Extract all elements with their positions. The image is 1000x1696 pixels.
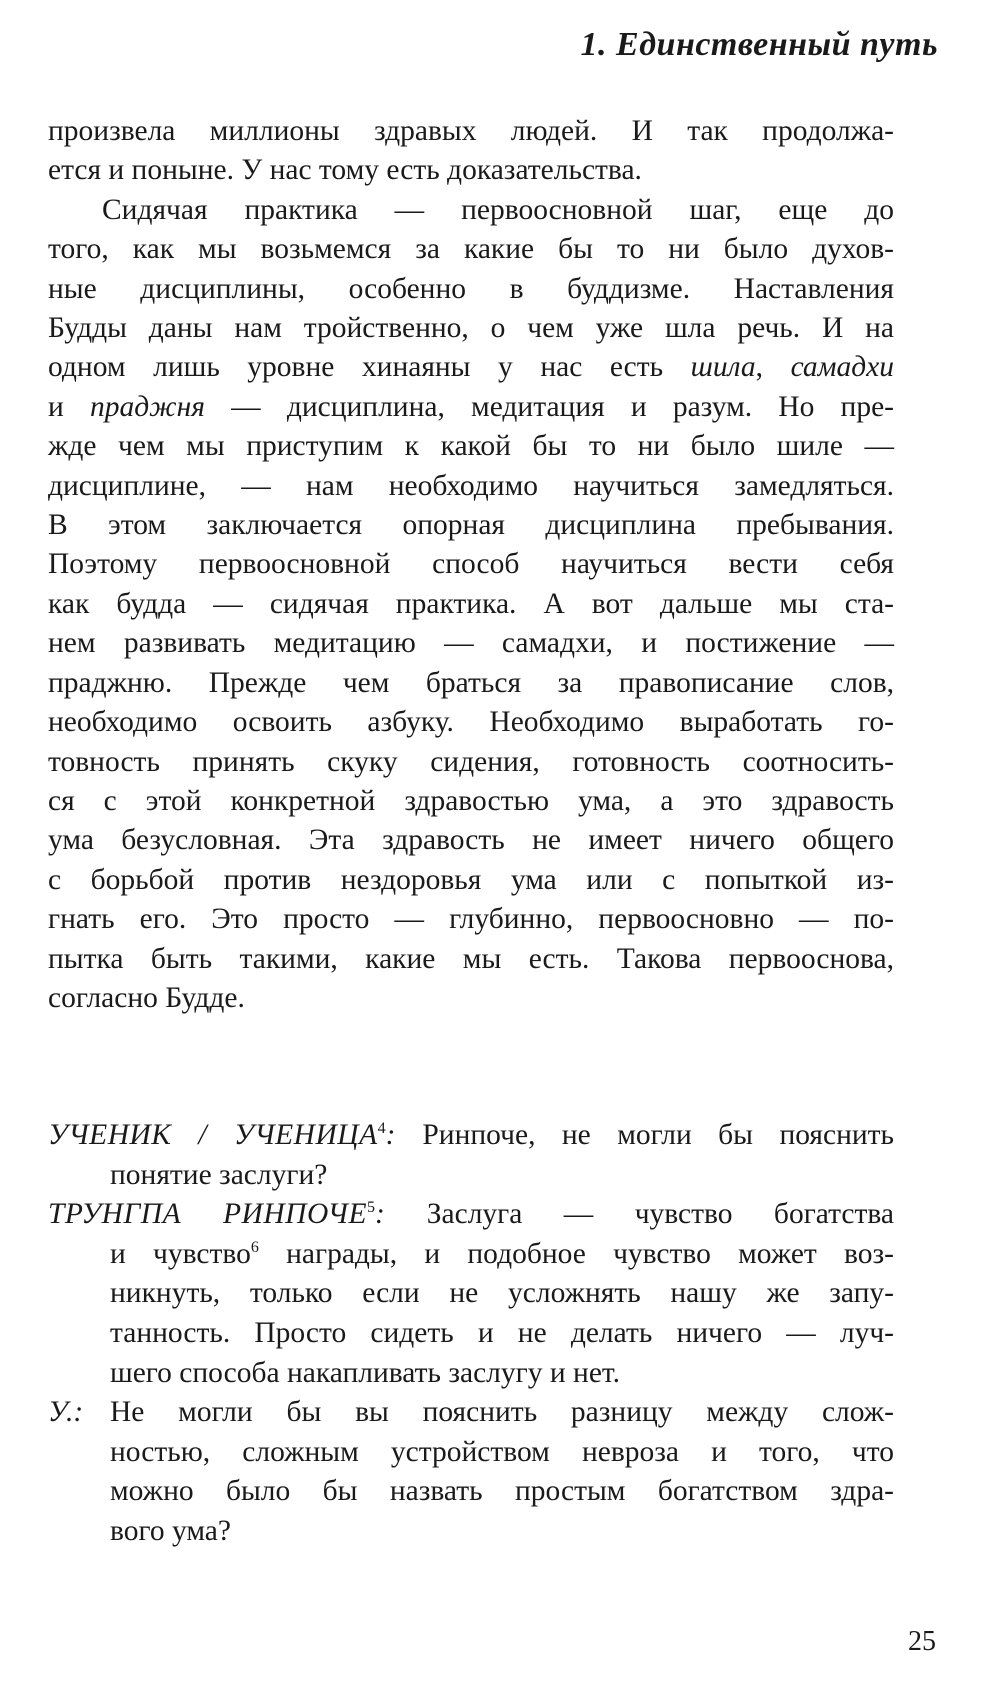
text-fragment: Ринпоче, не могли бы пояснить	[395, 1119, 895, 1151]
text-fragment: Не могли бы вы пояснить разницу между слож-	[110, 1396, 894, 1429]
speaker-colon: :	[374, 1198, 386, 1231]
speaker-label: ТРУНГПА РИНПОЧЕ	[48, 1198, 367, 1231]
dialogue-entry-student	[48, 1116, 894, 1195]
text-fragment: и	[48, 390, 90, 423]
text-line: товность принять скуку сидения, готовность соотносить-	[48, 745, 894, 778]
dialogue-section	[48, 1116, 894, 1552]
speaker-label: УЧЕНИК / УЧЕНИЦА	[48, 1119, 378, 1151]
text-line: шего способа накапливать заслугу и нет.	[110, 1356, 620, 1389]
footnote-ref: 6	[250, 1238, 259, 1256]
term-samadhi: самадхи	[790, 351, 895, 384]
text-line: гнать его. Это просто — глубинно, первоосновно — по-	[48, 903, 894, 936]
text-line: нем развивать медитацию — самадхи, и постижение —	[48, 627, 894, 660]
text-line: ностью, сложным устройством невроза и того, что	[110, 1435, 894, 1468]
dialogue-entry-rinpoche	[48, 1195, 894, 1393]
footnote-ref: 4	[377, 1120, 386, 1138]
text-line: согласно Будде.	[48, 981, 245, 1014]
text-line: никнуть, только если не усложнять нашу же запу-	[110, 1277, 894, 1310]
term-prajna: праджня	[89, 390, 205, 423]
text-line: понятие заслуги?	[110, 1158, 328, 1191]
text-line	[48, 1116, 894, 1156]
main-text	[48, 112, 894, 1018]
paragraph-1	[48, 112, 894, 191]
text-fragment: ,	[755, 351, 791, 384]
page-number: 25	[908, 1626, 936, 1657]
speaker-colon: :	[385, 1119, 396, 1151]
text-line: вого ума?	[110, 1514, 231, 1547]
text-line: того, как мы возьмемся за какие бы то ни было духов-	[48, 233, 894, 266]
text-line	[48, 1235, 894, 1275]
text-line: с борьбой против нездоровья ума или с попыткой из-	[48, 863, 894, 896]
text-line	[48, 1195, 894, 1235]
text-fragment: Заслуга — чувство богатства	[385, 1198, 894, 1231]
text-line	[48, 388, 894, 427]
term-shila: шила	[690, 351, 756, 384]
running-head: 1. Единственный путь	[580, 26, 938, 63]
text-line	[48, 1393, 894, 1433]
paragraph-2	[48, 191, 894, 1019]
text-line: ется и поныне. У нас тому есть доказательства.	[48, 154, 642, 187]
text-fragment: и чувство	[110, 1237, 251, 1270]
text-line: праджню. Прежде чем браться за правописание слов,	[48, 666, 894, 699]
text-line: танность. Просто сидеть и не делать ничего — луч-	[110, 1316, 894, 1349]
text-line	[48, 348, 894, 387]
text-fragment: одном лишь уровне хинаяны у нас есть	[48, 351, 691, 384]
text-fragment: награды, и подобное чувство может воз-	[258, 1237, 895, 1270]
text-line: Поэтому первоосновной способ научиться вести себя	[48, 548, 894, 581]
text-line: произвела миллионы здравых людей. И так продолжа-	[48, 115, 894, 147]
text-line: необходимо освоить азбуку. Необходимо выработать го-	[48, 706, 894, 739]
text-line: ума безусловная. Эта здравость не имеет ничего общего	[48, 824, 894, 857]
speaker-label: У.:	[48, 1396, 84, 1429]
text-line: ные дисциплины, особенно в буддизме. Наставления	[48, 272, 894, 305]
text-line: В этом заключается опорная дисциплина пребывания.	[48, 509, 894, 542]
text-line: жде чем мы приступим к какой бы то ни было шиле —	[48, 430, 894, 463]
text-line: Будды даны нам тройственно, о чем уже шла речь. И на	[48, 312, 894, 345]
text-line: Сидячая практика — первоосновной шаг, еще до	[102, 193, 894, 226]
text-fragment: — дисциплина, медитация и разум. Но пре-	[204, 390, 895, 423]
text-line: дисциплине, — нам необходимо научиться замедляться.	[48, 469, 894, 502]
text-line: ся с этой конкретной здравостью ума, а это здравость	[48, 784, 894, 817]
text-line: пытка быть такими, какие мы есть. Такова первооснова,	[48, 942, 894, 975]
footnote-ref: 5	[366, 1199, 375, 1217]
text-line: как будда — сидячая практика. А вот дальше мы ста-	[48, 587, 894, 620]
text-line: можно было бы назвать простым богатством здра-	[110, 1475, 894, 1508]
dialogue-entry-student-2	[48, 1393, 894, 1551]
